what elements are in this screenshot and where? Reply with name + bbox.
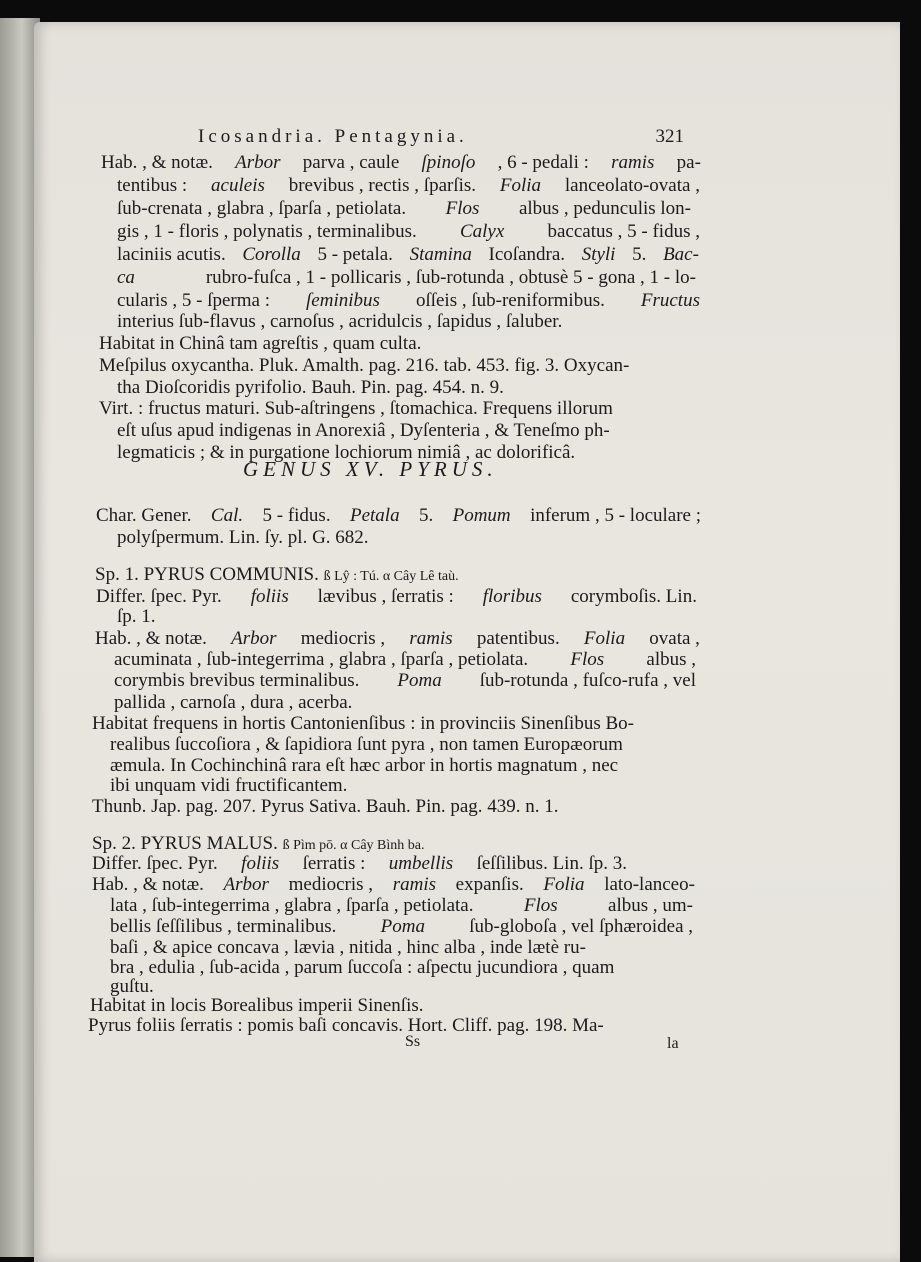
text-line: gis , 1 - floris , polynatis , terminalibus. Calyx baccatus , 5 - fidus , [117, 221, 700, 242]
text-line: interius ſub-flavus , carnoſus , acridulcis , ſapidus , ſaluber. [117, 311, 563, 332]
text-line: Hab. , & notæ. Arbor mediocris , ramis patentibus. Folia ovata , [95, 628, 700, 649]
text-line: acuminata , ſub-integerrima , glabra , ſparſa , petiolata. Flos albus , [114, 649, 696, 670]
text-line: Differ. ſpec. Pyr. foliis ſerratis : umbellis ſeſſilibus. Lin. ſp. 3. [92, 853, 627, 874]
running-head-title: Icosandria. Pentagynia. [198, 126, 468, 147]
text-line: ca rubro-fuſca , 1 - pollicaris , ſub-rotunda , obtusè 5 - gona , 1 - lo- [117, 267, 696, 288]
text-line: bra , edulia , ſub-acida , parum ſuccoſa : aſpectu jucundiora , quam [110, 957, 615, 978]
text-line: Habitat in locis Borealibus imperii Sinenſis. [90, 995, 424, 1016]
text-line: realibus ſuccoſiora , & ſapidiora ſunt pyra , non tamen Europæorum [110, 734, 623, 755]
species-heading: Sp. 1. PYRUS COMMUNIS. ß Lŷ : Tú. α Cây Lê taù. [95, 564, 459, 585]
text-line: tha Dioſcoridis pyrifolio. Bauh. Pin. pag. 454. n. 9. [117, 377, 504, 398]
text-line: Hab. , & notæ. Arbor mediocris , ramis expanſis. Folia lato-lanceo- [92, 874, 695, 895]
text-line: ibi unquam vidi fructificantem. [110, 775, 348, 796]
text-line: polyſpermum. Lin. ſy. pl. G. 682. [117, 527, 369, 548]
text-line: pallida , carnoſa , dura , acerba. [114, 692, 353, 713]
page-number: 321 [655, 126, 684, 147]
text-line: Habitat in Chinâ tam agreſtis , quam culta. [99, 333, 422, 354]
running-head [198, 126, 684, 148]
vernacular-names: ß Lŷ : Tú. α Cây Lê taù. [323, 569, 459, 584]
text-line: Differ. ſpec. Pyr. foliis lævibus , ſerratis : floribus corymboſis. Lin. [96, 586, 697, 607]
text-line: guſtu. [110, 976, 154, 997]
catchword: la [667, 1035, 679, 1052]
text-line: bellis ſeſſilibus , terminalibus. Poma ſub-globoſa , vel ſphæroidea , [110, 916, 693, 937]
text-line: ſp. 1. [117, 606, 156, 627]
text-line: ſub-crenata , glabra , ſparſa , petiolata. Flos albus , pedunculis lon- [117, 198, 691, 219]
text-line: lata , ſub-integerrima , glabra , ſparſa , petiolata. Flos albus , um- [110, 895, 693, 916]
text-line: corymbis brevibus terminalibus. Poma ſub-rotunda , fuſco-rufa , vel [114, 670, 696, 691]
text-line: Virt. : fructus maturi. Sub-aſtringens , ſtomachica. Frequens illorum [99, 398, 613, 419]
text-line: cularis , 5 - ſperma : ſeminibus oſſeis , ſub-reniformibus. Fructus [117, 290, 700, 311]
text-line: baſi , & apice concava , lævia , nitida , hinc alba , inde lætè ru- [110, 937, 586, 958]
text-line: laciniis acutis. Corolla 5 - petala. Stamina Icoſandra. Styli 5. Bac- [117, 244, 699, 265]
species-heading: Sp. 2. PYRUS MALUS. ß Pìm pō. α Cây Bình ba. [92, 833, 425, 854]
text-line: Pyrus foliis ſerratis : pomis baſi concavis. Hort. Cliff. pag. 198. Ma- [88, 1015, 604, 1036]
text-line: æmula. In Cochinchinâ rara eſt hæc arbor in hortis magnatum , nec [110, 755, 619, 776]
genus-heading: GENUS XV. PYRUS. [243, 457, 498, 481]
signature-mark: Ss [405, 1033, 421, 1050]
text-line: Hab. , & notæ. Arbor parva , caule ſpinoſo , 6 - pedali : ramis pa- [101, 152, 701, 173]
text-line: legmaticis ; & in purgatione lochiorum nimiâ , ac dolorificâ. [117, 442, 576, 463]
text-line: Habitat frequens in hortis Cantonienſibus : in provinciis Sinenſibus Bo- [92, 713, 634, 734]
text-line: tentibus : aculeis brevibus , rectis , ſparſis. Folia lanceolato-ovata , [117, 175, 700, 196]
text-line: Char. Gener. Cal. 5 - fidus. Petala 5. Pomum inferum , 5 - loculare ; [96, 505, 701, 526]
text-line: Thunb. Jap. pag. 207. Pyrus Sativa. Bauh. Pin. pag. 439. n. 1. [92, 796, 559, 817]
vernacular-names: ß Pìm pō. α Cây Bình ba. [282, 838, 425, 853]
text-line: eſt uſus apud indigenas in Anorexiâ , Dyſenteria , & Teneſmo ph- [117, 420, 610, 441]
text-line: Meſpilus oxycantha. Pluk. Amalth. pag. 216. tab. 453. fig. 3. Oxycan- [99, 355, 630, 376]
